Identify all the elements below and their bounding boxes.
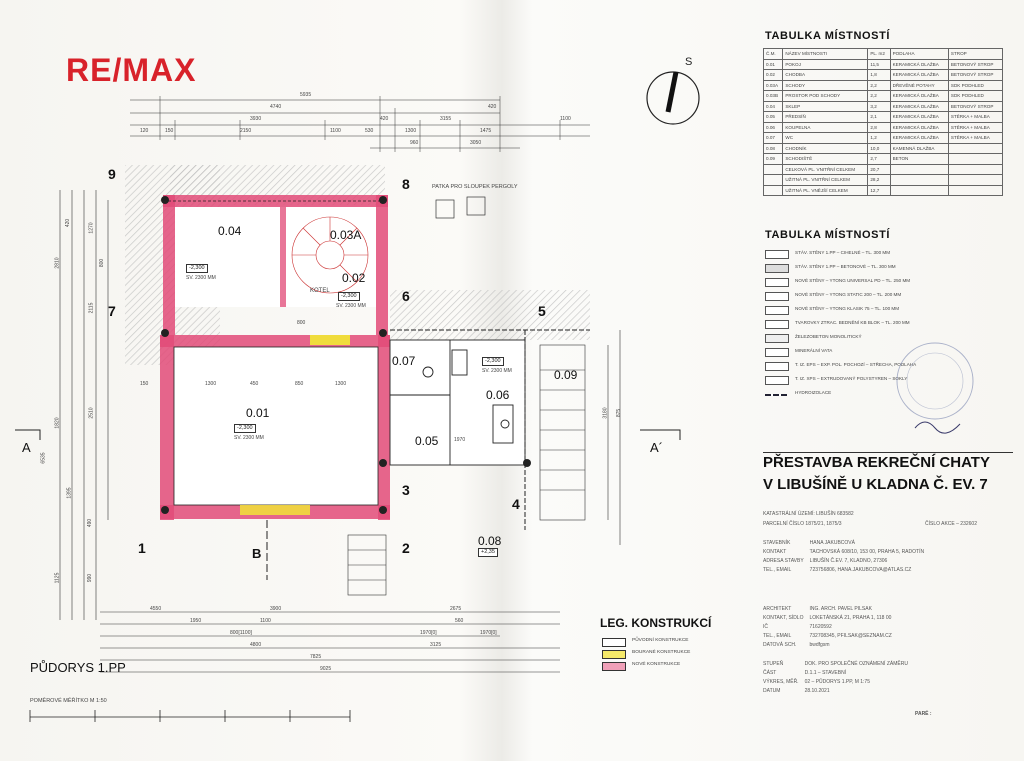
room-table-header (764, 49, 1003, 60)
info-label: TEL., EMAIL (763, 632, 792, 639)
cell: 2,2 (868, 91, 890, 102)
room-level-0-02: -2,300 (338, 292, 360, 301)
project-title-line-1: PŘESTAVBA REKREČNÍ CHATY (763, 454, 990, 471)
cell: KAMENNÁ DLAŽBA (890, 143, 948, 154)
room-label-0-02: 0.02 (342, 271, 366, 285)
cell: 0.03B (764, 91, 783, 102)
dim-top-4740: 4740 (270, 104, 282, 110)
room-level-0-04: -2,300 (186, 264, 208, 273)
room-height-0-02: SV. 2300 MM (336, 303, 366, 309)
cell (890, 164, 948, 175)
scale-bar-label: POMĚROVÉ MĚŘÍTKO M 1:50 (30, 698, 107, 704)
cell (890, 175, 948, 186)
cell: 2,1 (868, 112, 890, 123)
dim-bottom-1970b: 1970[0] (480, 630, 497, 636)
table-row (764, 70, 1003, 81)
room-label-0-06: 0.06 (486, 388, 510, 402)
title-block-divider (763, 452, 1013, 453)
info-label: DATOVÁ SCH. (763, 641, 797, 648)
room-label-0-04: 0.04 (218, 224, 242, 238)
cell: SDK PODHLED (948, 80, 1002, 91)
legend-label-demolished: BOURANÉ KONSTRUKCE (632, 650, 691, 655)
dim-top-150: 150 (165, 128, 174, 134)
cell: 1,8 (868, 70, 890, 81)
legend-swatch (765, 278, 789, 287)
info-label: KONTAKT (763, 548, 787, 555)
cell: 2,2 (868, 80, 890, 91)
legend-swatch (765, 394, 787, 396)
dim-left-1125: 1125 (54, 572, 61, 584)
th-floor: PODLAHA (890, 49, 948, 60)
architect-info (760, 604, 895, 649)
action-number: ČÍSLO AKCE – 232602 (925, 521, 977, 527)
dim-left-2810: 2810 (54, 257, 61, 269)
legend-swatch (765, 334, 789, 343)
dim-left-1270: 1270 (88, 222, 95, 234)
table-row (764, 133, 1003, 144)
corner-number-5: 5 (538, 303, 546, 319)
project-title-line-2: V LIBUŠÍNĚ U KLADNA Č. EV. 7 (763, 476, 988, 493)
legend-text: T. IZ. XPS – EXTRUDOVANÝ POLYSTYREN – SOKLY (795, 376, 908, 381)
dim-right-2835: 3180 (602, 407, 609, 419)
construction-legend-title: LEG. KONSTRUKCÍ (600, 616, 712, 630)
room-table-title: TABULKA MÍSTNOSTÍ (765, 30, 891, 42)
corner-number-4: 4 (512, 496, 520, 512)
info-label: DATUM (763, 687, 781, 694)
document-info (760, 659, 911, 695)
info-label: ARCHITEKT (763, 605, 792, 612)
info-value: ING. ARCH. PAVEL PILSAK (809, 605, 872, 612)
corner-number-9: 9 (108, 166, 116, 182)
room-table (763, 48, 1003, 196)
cell: 1,2 (868, 133, 890, 144)
table-row (764, 91, 1003, 102)
cell: BETONOVÝ STROP (948, 59, 1002, 70)
legend-swatch (765, 306, 789, 315)
info-value: bwdfgsm (809, 641, 830, 648)
cell (764, 175, 783, 186)
dim-bottom-7825: 7825 (310, 654, 322, 660)
cell: 10,0 (868, 143, 890, 154)
info-value: LOKETÁNSKÁ 21, PRAHA 1, 118 00 (809, 614, 892, 621)
info-value: DOK. PRO SPOLEČNÉ OZNÁMENÍ ZÁMĚRU (804, 660, 908, 667)
dim-inner-1300: 1300 (205, 381, 217, 387)
dim-left-1395: 1395 (66, 487, 73, 499)
legend-item (765, 318, 995, 332)
info-value: TACHOVSKÁ 608/10, 153 00, PRAHA 5, RADOTÍN (809, 548, 925, 555)
dim-left-1820: 1820 (54, 417, 61, 429)
legend-swatch-new (602, 662, 626, 671)
info-label: IČ (763, 623, 768, 630)
dim-inner-1300b: 1300 (335, 381, 347, 387)
legend-swatch (765, 320, 789, 329)
dim-top-420b: 420 (488, 104, 497, 110)
room-level-0-01: -2,300 (234, 424, 256, 433)
th-number: Č.M. (764, 49, 783, 60)
room-height-0-04: SV. 2300 MM (186, 275, 216, 281)
corner-number-2: 2 (402, 540, 410, 556)
dim-inner-450: 450 (250, 381, 259, 387)
dim-top-1475: 1475 (480, 128, 492, 134)
legend-swatch-demolished (602, 650, 626, 659)
cell: STĚRKA + MALBA (948, 122, 1002, 133)
table-row (764, 59, 1003, 70)
cell: STĚRKA + MALBA (948, 112, 1002, 123)
cell: CHODBA (783, 70, 868, 81)
logo-slash: / (112, 52, 123, 88)
info-value: 723756806, HANA.JAKUBCOVA@ATLAS.CZ (809, 566, 912, 573)
dim-left-800: 800 (99, 258, 106, 268)
dim-top-530: 530 (365, 128, 374, 134)
room-label-0-01: 0.01 (246, 406, 270, 420)
cell: 0.06 (764, 122, 783, 133)
info-label: KONTAKT, SÍDLO (763, 614, 804, 621)
legend-text: ŽELEZOBETON MONOLITICKÝ (795, 334, 862, 339)
legend-text: NOVÉ STĚNY – YTONG STATIC 200 – TL. 200 MM (795, 292, 902, 297)
th-ceiling: STROP (948, 49, 1002, 60)
room-label-0-09: 0.09 (554, 368, 578, 382)
info-value: LIBUŠÍN Č.EV. 7, KLADNO, 27306 (809, 557, 888, 564)
dim-bottom-560: 560 (455, 618, 464, 624)
cell: WC (783, 133, 868, 144)
room-label-0-07: 0.07 (392, 354, 416, 368)
info-value: 28.10.2021 (804, 687, 830, 694)
plan-title: PŮDORYS 1.PP (30, 660, 126, 675)
cell: KERAMICKÁ DLAŽBA (890, 59, 948, 70)
cell: PŘEDSÍŇ (783, 112, 868, 123)
cell: 0.02 (764, 70, 783, 81)
cell: 0.03A (764, 80, 783, 91)
legend-swatch (765, 292, 789, 301)
corner-number-8: 8 (402, 176, 410, 192)
room-level-0-06: -2,300 (482, 357, 504, 366)
corner-number-1: 1 (138, 540, 146, 556)
table-total-row (764, 175, 1003, 186)
logo-part-max: MAX (122, 52, 197, 88)
cell: 12,7 (868, 185, 890, 196)
cell: KERAMICKÁ DLAŽBA (890, 91, 948, 102)
dim-left-990: 990 (87, 573, 94, 583)
cell: 20,7 (868, 164, 890, 175)
info-label: VÝKRES, MĚŘ. (763, 678, 799, 685)
cell: 2,8 (868, 122, 890, 133)
north-label: S (685, 56, 693, 68)
cell: 0.01 (764, 59, 783, 70)
dimension-lines-top (130, 96, 590, 152)
room-level-0-08: +2,35 (478, 548, 498, 557)
section-mark-a-left: A (22, 440, 31, 455)
dim-top-1100b: 1100 (330, 128, 341, 134)
cell: 0.04 (764, 101, 783, 112)
cell: KERAMICKÁ DLAŽBA (890, 112, 948, 123)
dim-left-2115: 2115 (88, 302, 95, 314)
dim-bottom-1950: 1950 (190, 618, 202, 624)
legend-swatch (765, 250, 789, 259)
legend-text: STÁV. STĚNY 1.PP – CIHELNÉ – TL. 300 MM (795, 250, 891, 255)
cell (948, 164, 1002, 175)
cell (890, 185, 948, 196)
dim-bottom-1970a: 1970[0] (420, 630, 437, 636)
info-label: TEL., EMAIL (763, 566, 792, 573)
cell: BETONOVÝ STROP (948, 101, 1002, 112)
cell (764, 164, 783, 175)
logo-part-re: RE (66, 52, 113, 88)
room-label-0-08: 0.08 (478, 534, 502, 548)
cell: UŽITNÁ PL. VNITŘNÍ CELKEM (783, 175, 868, 186)
th-name: NÁZEV MÍSTNOSTI (783, 49, 868, 60)
legend-swatch (765, 348, 789, 357)
cell: DŘEVĚNÉ POTAHY (890, 80, 948, 91)
info-value: 02 – PŮDORYS 1.PP, M 1:75 (804, 678, 870, 685)
dim-bottom-2675: 2675 (450, 606, 462, 612)
cell: 11,5 (868, 59, 890, 70)
official-stamp (890, 336, 980, 446)
dim-bottom-1100: 1100 (260, 618, 271, 624)
legend-text: T. IZ. EPS – EXP. POL. POCHOZÍ – STŘECHA, PODLAHA (795, 362, 917, 367)
dim-top-2150: 2150 (240, 128, 252, 134)
table-total-row (764, 164, 1003, 175)
cell: 28,2 (868, 175, 890, 186)
room-label-0-05: 0.05 (415, 434, 439, 448)
corner-number-7: 7 (108, 303, 116, 319)
dim-inner-800: 800 (297, 320, 306, 326)
cell: 3,2 (868, 101, 890, 112)
dim-right-3180: 875 (616, 408, 623, 418)
legend-swatch-original (602, 638, 626, 647)
legend-item (765, 276, 995, 290)
dim-top-total: 5935 (300, 92, 312, 98)
legend-text: MINERÁLNÍ VATA (795, 348, 833, 353)
cell (948, 143, 1002, 154)
lower-block-walls (160, 335, 430, 520)
legend-swatch (765, 264, 789, 273)
info-value: 71620592 (809, 623, 832, 630)
note-pergola-footing: PATKA PRO SLOUPEK PERGOLY (432, 184, 518, 190)
dim-top-3050: 3050 (470, 140, 482, 146)
table-row (764, 112, 1003, 123)
dim-inner-850: 850 (295, 381, 304, 387)
dim-bottom-9025: 9025 (320, 666, 332, 672)
dim-bottom-4550: 4550 (150, 606, 162, 612)
legend-text: STÁV. STĚNY 1.PP – BETONOVÉ – TL. 300 MM (795, 264, 896, 269)
table-row (764, 122, 1003, 133)
section-mark-a-right: A´ (650, 440, 663, 455)
dim-top-960: 960 (410, 140, 419, 146)
cell: CHODNÍK (783, 143, 868, 154)
investor-info (760, 538, 927, 574)
pare-label: PARÉ : (915, 711, 932, 717)
legend-text: NOVÉ STĚNY – YTONG KLASIK 75 – TL. 100 MM (795, 306, 900, 311)
cell: 0.05 (764, 112, 783, 123)
boiler-label: KOTEL (310, 288, 330, 294)
north-arrow (647, 72, 699, 124)
cell (764, 185, 783, 196)
cell: KOUPELNA (783, 122, 868, 133)
dim-left-490: 490 (87, 518, 94, 528)
legend-swatch (765, 376, 789, 385)
cell: UŽITNÁ PL. VNĚJŠÍ CELKEM (783, 185, 868, 196)
info-label: ADRESA STAVBY (763, 557, 804, 564)
table-row (764, 101, 1003, 112)
cell: STĚRKA + MALBA (948, 133, 1002, 144)
cell: PROSTOR POD SCHODY (783, 91, 868, 102)
th-area: PL. m2 (868, 49, 890, 60)
cell: 0.07 (764, 133, 783, 144)
corner-number-3: 3 (402, 482, 410, 498)
info-value: 732708345, PFILSAK@SEZNAM.CZ (809, 632, 892, 639)
cell: KERAMICKÁ DLAŽBA (890, 70, 948, 81)
cell: KERAMICKÁ DLAŽBA (890, 122, 948, 133)
cell (948, 185, 1002, 196)
cell (948, 175, 1002, 186)
legend-text: TVAROVKY ZTRAC. BEDNĚNÍ KB BLOK – TL. 200 MM (795, 320, 910, 325)
room-label-0-03a: 0.03A (330, 228, 362, 242)
legend-label-original: PŮVODNÍ KONSTRUKCE (632, 638, 689, 643)
room-height-0-06: SV. 2300 MM (482, 368, 512, 374)
cell: CELKOVÁ PL. VNITŘNÍ CELKEM (783, 164, 868, 175)
legend-item (765, 304, 995, 318)
info-value: HANA JAKUBCOVÁ (809, 539, 855, 546)
cell: SCHODY (783, 80, 868, 91)
cell: KERAMICKÁ DLAŽBA (890, 101, 948, 112)
dim-inner-150: 150 (140, 381, 149, 387)
legend-item (765, 262, 995, 276)
legend-text: HYDROIZOLACE (795, 390, 832, 395)
cell: BETONOVÝ STROP (948, 70, 1002, 81)
info-value: D.1.1 – STAVEBNÍ (804, 669, 847, 676)
dim-top-120: 120 (140, 128, 149, 134)
table-row (764, 154, 1003, 165)
cell (948, 154, 1002, 165)
corner-number-6: 6 (402, 288, 410, 304)
parcel-label: PARCELNÍ ČÍSLO 1875/21, 1875/3 (763, 521, 842, 527)
info-label: STAVEBNÍK (763, 539, 791, 546)
dim-top-3930: 3930 (250, 116, 262, 122)
cell: BETON (890, 154, 948, 165)
cell: KERAMICKÁ DLAŽBA (890, 133, 948, 144)
dim-left-6535: 6535 (40, 452, 47, 464)
dim-inner-1970: 1970 (454, 437, 466, 443)
legend-item (765, 248, 995, 262)
cell: POKOJ (783, 59, 868, 70)
legend-label-new: NOVÉ KONSTRUKCE (632, 662, 681, 667)
cell: 0.08 (764, 143, 783, 154)
info-label: ČÁST (763, 669, 777, 676)
cell: 0.09 (764, 154, 783, 165)
dim-top-420a: 420 (380, 116, 389, 122)
section-mark-b: B (252, 546, 262, 561)
construction-legend (602, 636, 742, 672)
dim-bottom-4800: 4800 (250, 642, 262, 648)
info-label: STUPEŇ (763, 660, 784, 667)
dim-left-420: 420 (65, 218, 72, 228)
dim-bottom-3900: 3900 (270, 606, 282, 612)
room-height-0-01: SV. 2300 MM (234, 435, 264, 441)
table-total-row (764, 185, 1003, 196)
dim-top-3155: 3155 (440, 116, 452, 122)
legend-text: NOVÉ STĚNY – YTONG UNIVERSAL PD – TL. 250 MM (795, 278, 911, 283)
legend-swatch (765, 362, 789, 371)
dim-top-1300: 1300 (405, 128, 417, 134)
cadastre-label: KATASTRÁLNÍ ÚZEMÍ: LIBUŠÍN 683582 (763, 511, 854, 517)
material-legend-title: TABULKA MÍSTNOSTÍ (765, 229, 891, 241)
dim-left-2510: 2510 (88, 407, 95, 419)
cell: SDK PODHLED (948, 91, 1002, 102)
dim-bottom-800: 800[1100] (230, 630, 252, 636)
cell: SKLEP (783, 101, 868, 112)
cell: SCHODIŠTĚ (783, 154, 868, 165)
table-row (764, 143, 1003, 154)
dim-top-1100: 1100 (560, 116, 571, 122)
legend-item (765, 290, 995, 304)
dim-bottom-3125: 3125 (430, 642, 442, 648)
table-row (764, 80, 1003, 91)
cell: 2,7 (868, 154, 890, 165)
